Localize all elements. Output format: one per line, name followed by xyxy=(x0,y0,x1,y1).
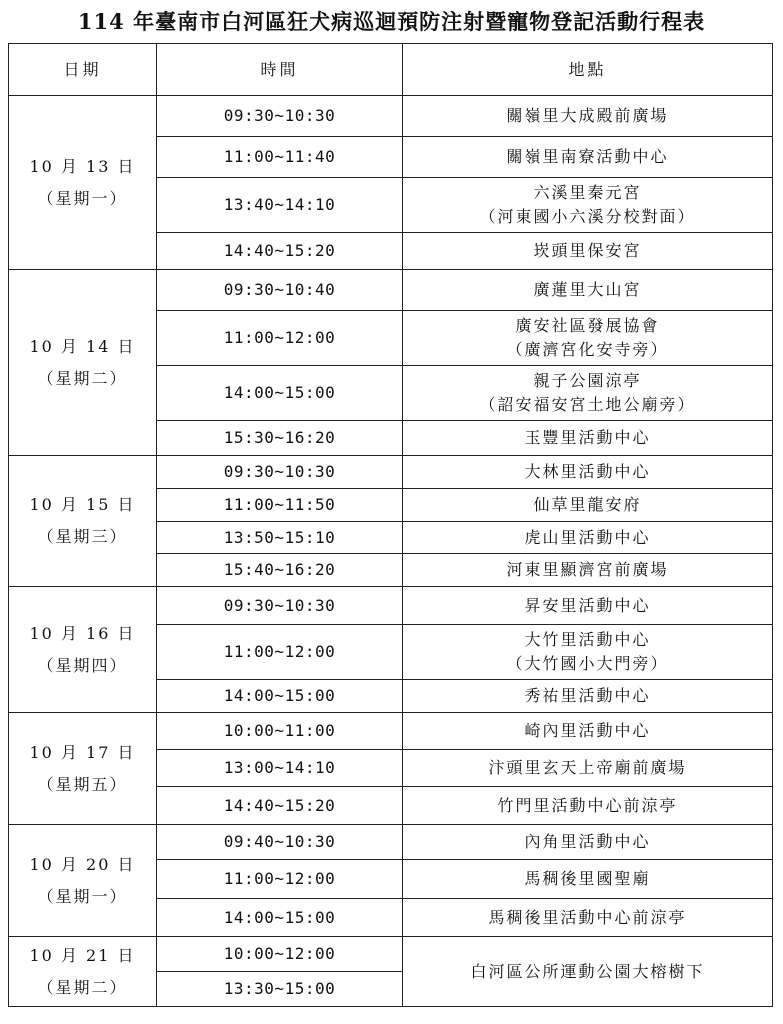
schedule-table xyxy=(8,43,773,1007)
place-name: 秀祐里活動中心 xyxy=(524,686,651,705)
place-name: 關嶺里大成殿前廣場 xyxy=(506,106,669,125)
place-name: 虎山里活動中心 xyxy=(524,527,651,547)
table-row xyxy=(9,825,773,860)
place-cell xyxy=(403,713,773,750)
date-cell xyxy=(9,713,157,825)
place-name: 六溪里秦元宮 xyxy=(533,183,642,202)
time-cell: 09:30~10:30 xyxy=(157,587,403,625)
weekday-label: （星期三） xyxy=(37,527,128,546)
place-name: 關嶺里南寮活動中心 xyxy=(506,147,669,166)
place-cell xyxy=(403,137,773,178)
place-cell xyxy=(403,680,773,713)
time-cell: 11:00~12:00 xyxy=(157,625,403,680)
place-cell xyxy=(403,233,773,270)
place-name: 河東里顯濟宮前廣場 xyxy=(506,560,669,579)
date-label: 10 月 21 日 xyxy=(29,945,136,965)
place-name: 大竹里活動中心 xyxy=(524,630,651,649)
time-cell: 15:30~16:20 xyxy=(157,421,403,456)
place-note: （大竹國小大門旁） xyxy=(506,654,669,673)
place-cell xyxy=(403,489,773,522)
place-name: 仙草里龍安府 xyxy=(533,495,642,514)
place-name: 昇安里活動中心 xyxy=(524,595,651,615)
table-row xyxy=(9,713,773,750)
weekday-label: （星期二） xyxy=(37,977,128,997)
place-cell xyxy=(403,421,773,456)
place-cell xyxy=(403,587,773,625)
place-cell xyxy=(403,270,773,311)
date-cell xyxy=(9,270,157,456)
time-cell: 11:00~11:50 xyxy=(157,489,403,522)
time-cell: 14:00~15:00 xyxy=(157,366,403,421)
time-cell: 13:00~14:10 xyxy=(157,750,403,787)
time-cell: 09:40~10:30 xyxy=(157,825,403,860)
place-cell xyxy=(403,860,773,899)
time-cell: 11:00~11:40 xyxy=(157,137,403,178)
page-title: 114 年臺南市白河區狂犬病巡迴預防注射暨寵物登記活動行程表 xyxy=(77,9,706,34)
place-cell xyxy=(403,311,773,366)
place-name: 馬稠後里活動中心前涼亭 xyxy=(488,907,687,927)
time-cell: 13:50~15:10 xyxy=(157,522,403,554)
time-cell: 10:00~11:00 xyxy=(157,713,403,750)
time-cell: 14:40~15:20 xyxy=(157,233,403,270)
date-cell xyxy=(9,456,157,587)
place-cell xyxy=(403,554,773,587)
place-cell xyxy=(403,787,773,825)
header-time: 時間 xyxy=(157,44,403,96)
date-label: 10 月 16 日 xyxy=(29,623,136,643)
date-label: 10 月 13 日 xyxy=(29,156,136,176)
date-cell xyxy=(9,96,157,270)
date-cell xyxy=(9,937,157,1007)
table-row xyxy=(9,937,773,972)
table-row xyxy=(9,96,773,137)
place-name: 崎內里活動中心 xyxy=(524,721,651,740)
place-cell xyxy=(403,625,773,680)
date-cell xyxy=(9,825,157,937)
table-row xyxy=(9,587,773,625)
date-cell xyxy=(9,587,157,713)
place-name: 親子公園涼亭 xyxy=(533,371,642,390)
date-label: 10 月 15 日 xyxy=(29,495,136,514)
time-cell: 09:30~10:40 xyxy=(157,270,403,311)
place-name: 大林里活動中心 xyxy=(524,462,651,481)
weekday-label: （星期四） xyxy=(37,655,128,675)
time-cell: 11:00~12:00 xyxy=(157,860,403,899)
header-place: 地點 xyxy=(403,44,773,96)
time-cell: 11:00~12:00 xyxy=(157,311,403,366)
date-label: 10 月 14 日 xyxy=(29,336,136,356)
place-name: 竹門里活動中心前涼亭 xyxy=(497,795,678,815)
schedule-body xyxy=(9,96,773,1007)
place-name: 廣蓮里大山宮 xyxy=(533,280,642,299)
place-cell xyxy=(403,899,773,937)
weekday-label: （星期五） xyxy=(37,774,128,794)
date-label: 10 月 17 日 xyxy=(29,742,136,762)
header-date: 日期 xyxy=(9,44,157,96)
place-cell xyxy=(403,96,773,137)
weekday-label: （星期二） xyxy=(37,368,128,388)
time-cell: 14:00~15:00 xyxy=(157,899,403,937)
weekday-label: （星期一） xyxy=(37,188,128,208)
time-cell: 14:00~15:00 xyxy=(157,680,403,713)
date-label: 10 月 20 日 xyxy=(29,854,136,874)
place-name: 馬稠後里國聖廟 xyxy=(524,869,651,888)
place-cell xyxy=(403,178,773,233)
place-cell xyxy=(403,456,773,489)
place-name: 白河區公所運動公園大榕樹下 xyxy=(470,961,705,981)
time-cell: 13:40~14:10 xyxy=(157,178,403,233)
table-row xyxy=(9,456,773,489)
time-cell: 10:00~12:00 xyxy=(157,937,403,972)
place-cell xyxy=(403,937,773,1007)
place-name: 崁頭里保安宮 xyxy=(533,241,642,260)
time-cell: 15:40~16:20 xyxy=(157,554,403,587)
header-row xyxy=(9,44,773,96)
time-cell: 09:30~10:30 xyxy=(157,456,403,489)
time-cell: 13:30~15:00 xyxy=(157,972,403,1007)
place-name: 汴頭里玄天上帝廟前廣場 xyxy=(488,758,687,777)
place-note: （廣濟宮化安寺旁） xyxy=(506,340,669,359)
place-name: 玉豐里活動中心 xyxy=(524,428,651,447)
place-name: 廣安社區發展協會 xyxy=(515,316,660,335)
place-cell xyxy=(403,825,773,860)
place-name: 內角里活動中心 xyxy=(524,832,651,851)
time-cell: 09:30~10:30 xyxy=(157,96,403,137)
place-note: （河東國小六溪分校對面） xyxy=(479,207,696,226)
place-cell xyxy=(403,366,773,421)
place-cell xyxy=(403,750,773,787)
table-row xyxy=(9,270,773,311)
place-cell xyxy=(403,522,773,554)
place-note: （詔安福安宮土地公廟旁） xyxy=(479,395,696,414)
time-cell: 14:40~15:20 xyxy=(157,787,403,825)
weekday-label: （星期一） xyxy=(37,886,128,906)
